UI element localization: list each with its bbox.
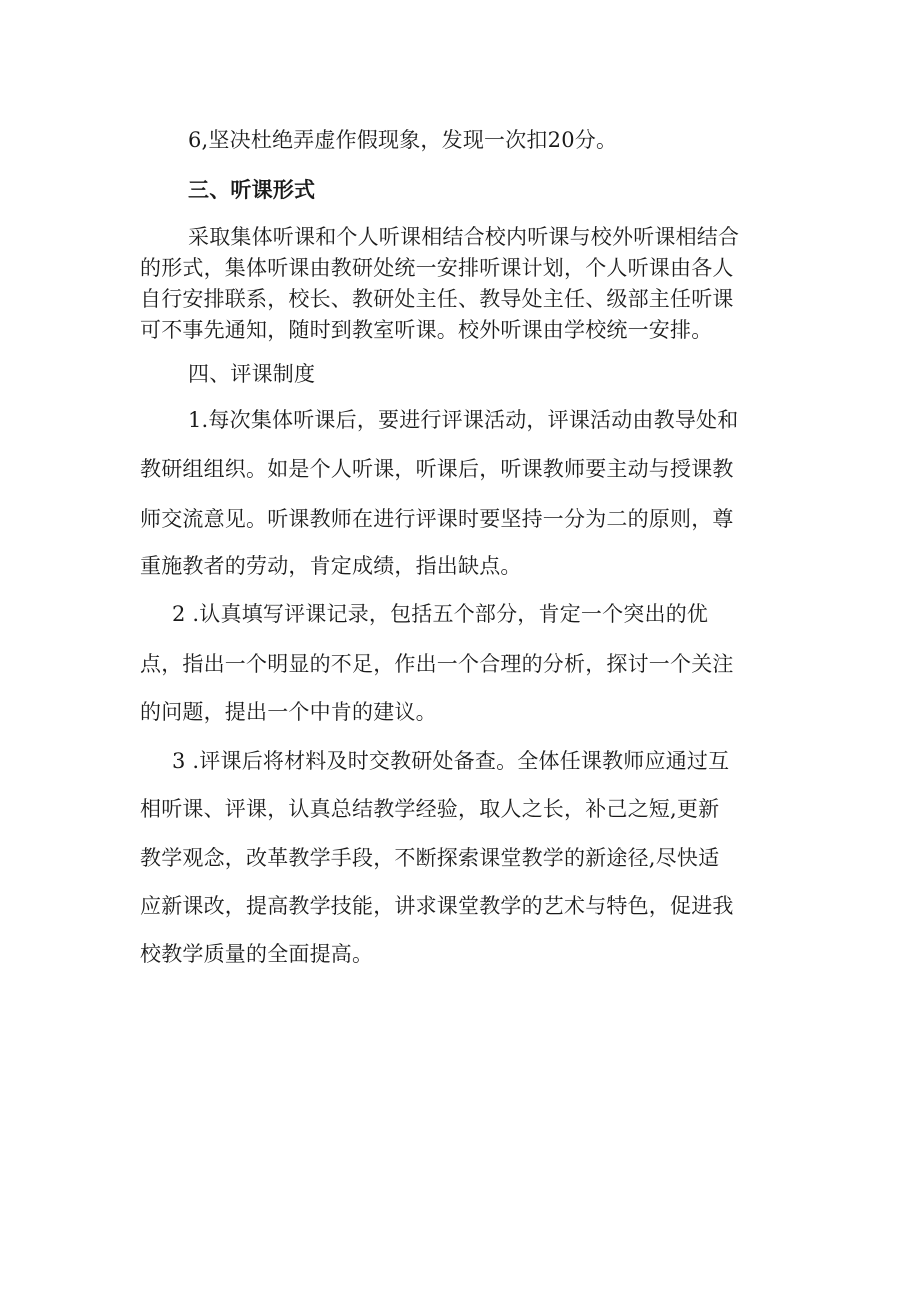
paragraph-line: 3 .评课后将材料及时交教研处备查。全体任课教师应通过互 [172, 749, 730, 773]
paragraph-line: 重施教者的劳动，肯定成绩，指出缺点。 [140, 554, 522, 578]
section-4-heading: 四、评课制度 [188, 362, 316, 386]
paragraph-line: 师交流意见。听课教师在进行评课时要坚持一分为二的原则，尊 [140, 507, 734, 531]
paragraph-line: 教研组组织。如是个人听课，听课后，听课教师要主动与授课教 [140, 457, 734, 481]
paragraph-line: 自行安排联系，校长、教研处主任、教导处主任、级部主任听课 [140, 287, 734, 311]
paragraph-line: 1.每次集体听课后，要进行评课活动，评课活动由教导处和 [188, 408, 739, 432]
item-6-text: 6,坚决杜绝弄虚作假现象，发现一次扣20分。 [188, 128, 618, 152]
paragraph-line: 点，指出一个明显的不足，作出一个合理的分析，探讨一个关注 [140, 652, 734, 676]
paragraph-line: 教学观念，改革教学手段，不断探索课堂教学的新途径,尽快适 [140, 846, 720, 870]
paragraph-line: 的问题，提出一个中肯的建议。 [140, 700, 437, 724]
section-3-heading: 三、听课形式 [188, 178, 316, 202]
paragraph-line: 校教学质量的全面提高。 [140, 942, 374, 966]
paragraph-line: 相听课、评课，认真总结教学经验，取人之长，补己之短,更新 [140, 797, 720, 821]
paragraph-line: 采取集体听课和个人听课相结合校内听课与校外听课相结合 [188, 225, 740, 249]
paragraph-line: 2 .认真填写评课记录，包括五个部分，肯定一个突出的优 [172, 602, 709, 626]
paragraph-line: 应新课改，提高教学技能，讲求课堂教学的艺术与特色，促进我 [140, 894, 734, 918]
paragraph-line: 可不事先通知，随时到教室听课。校外听课由学校统一安排。 [140, 318, 713, 342]
paragraph-line: 的形式，集体听课由教研处统一安排听课计划，个人听课由各人 [140, 256, 734, 280]
